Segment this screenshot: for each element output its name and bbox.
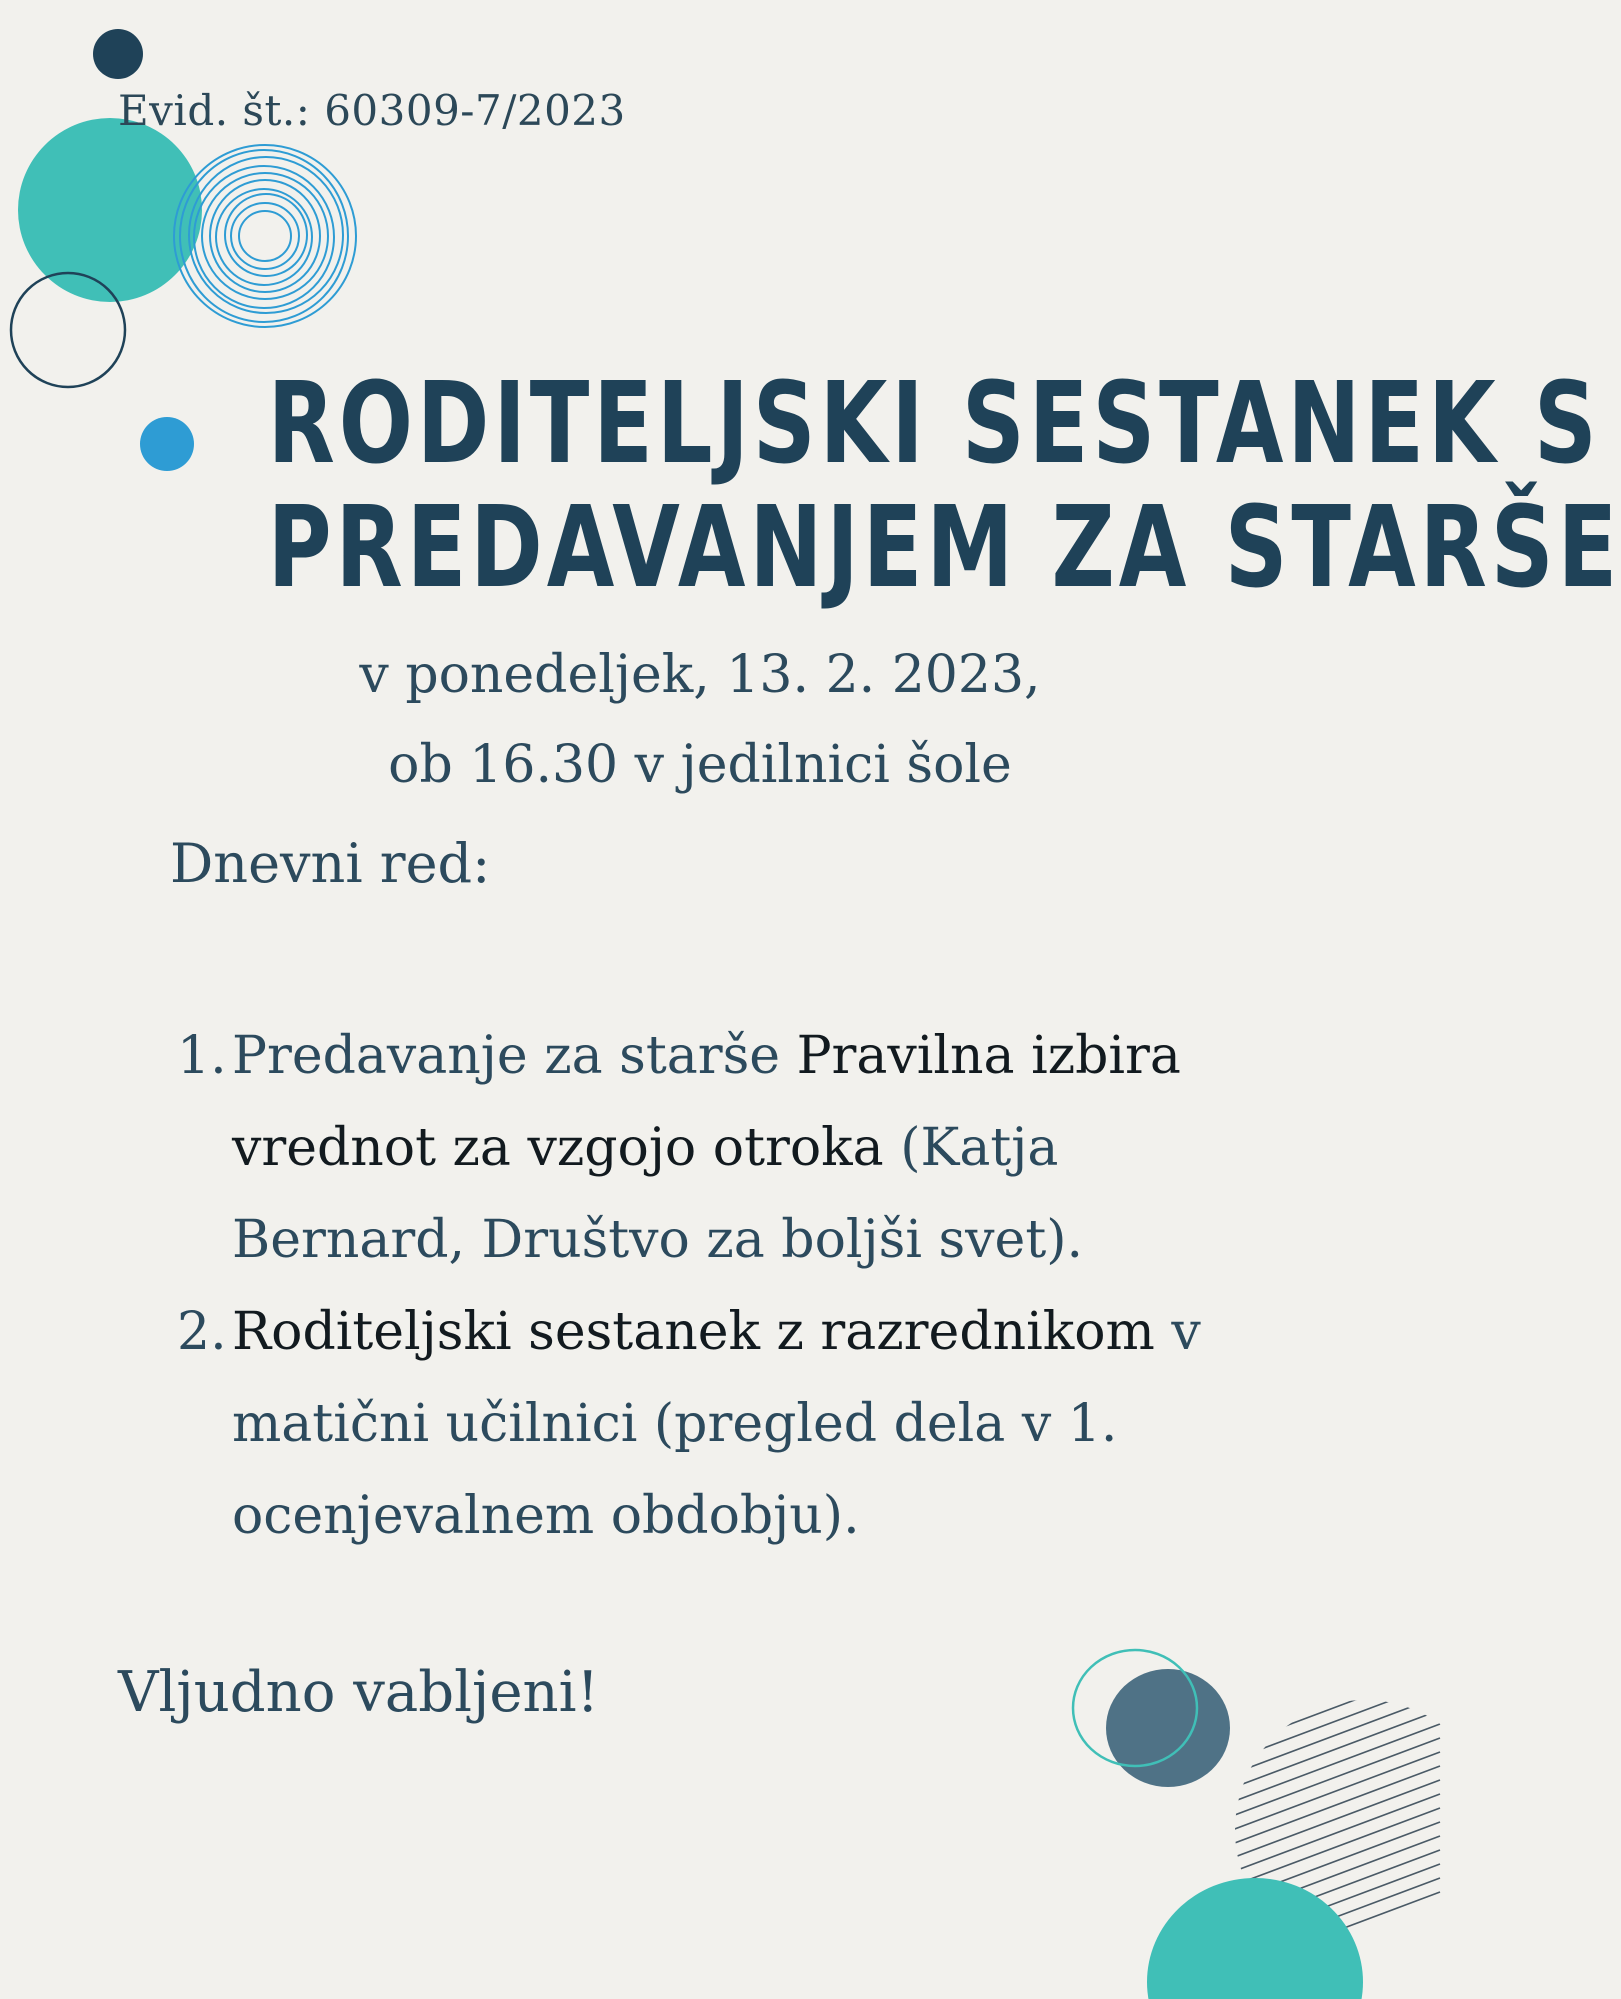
teal-blob-decoration — [18, 118, 202, 302]
decorative-shapes-top-left — [0, 0, 380, 400]
agenda-item-number: 2. — [177, 1302, 227, 1362]
teal-blob-bottom-decoration — [1147, 1878, 1363, 1999]
navy-dot-decoration — [93, 29, 143, 79]
page-title — [267, 359, 1621, 613]
agenda-label: Dnevni red: — [170, 832, 491, 895]
agenda-item-emphasis: Pravilna izbira vrednot za vzgojo otroka — [232, 1026, 1181, 1178]
blue-spiral-decoration — [174, 145, 356, 327]
agenda-item-tail: (Katja Bernard, Društvo za boljši svet). — [232, 1118, 1084, 1270]
reference-number: Evid. št.: 60309-7/2023 — [118, 86, 626, 135]
event-date: v ponedeljek, 13. 2. 2023, — [359, 645, 1041, 705]
agenda-item-number: 1. — [177, 1026, 227, 1086]
decorative-shapes-bottom-right — [1040, 1620, 1414, 1999]
event-details — [200, 630, 1200, 810]
agenda-item-lead: Roditeljski sestanek z razrednikom — [232, 1302, 1155, 1362]
agenda-item-lead: Predavanje za starše — [232, 1026, 781, 1086]
agenda-item — [175, 1010, 1285, 1286]
slate-blob-decoration — [1106, 1669, 1230, 1787]
title-line-1: RODITELJSKI SESTANEK S — [267, 359, 1601, 489]
agenda-list — [175, 1010, 1285, 1562]
agenda-item — [175, 1286, 1285, 1562]
blue-dot-decoration — [140, 417, 194, 471]
event-time-place: ob 16.30 v jedilnici šole — [388, 735, 1012, 795]
agenda-item-tail: v matični učilnici (pregled dela v 1. ocenjevalnem obdobju). — [232, 1302, 1201, 1546]
closing-text: Vljudno vabljeni! — [118, 1660, 599, 1725]
title-line-2: PREDAVANJEM ZA STARŠE — [267, 483, 1621, 613]
